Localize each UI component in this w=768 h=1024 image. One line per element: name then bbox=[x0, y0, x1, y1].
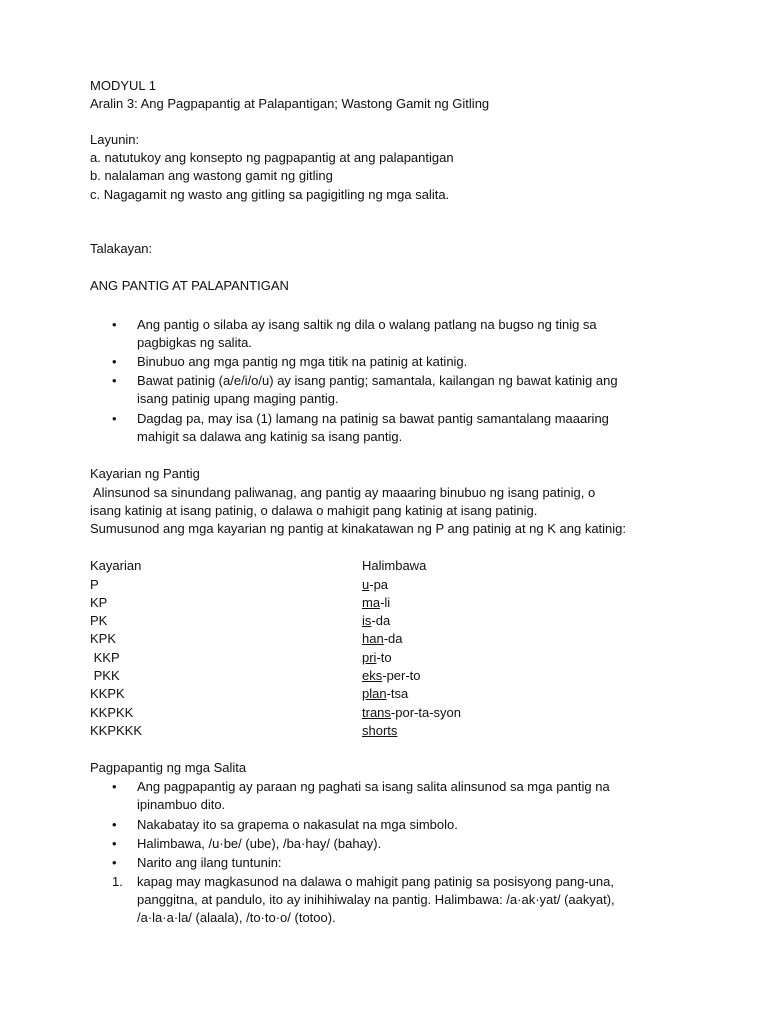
halimbawa-rest: -li bbox=[380, 595, 391, 610]
kayarian-cell: PK bbox=[90, 613, 108, 628]
bullet-text: pagbigkas ng salita. bbox=[137, 335, 252, 350]
kayarian-cell: PKK bbox=[90, 668, 120, 683]
module-heading: MODYUL 1 bbox=[90, 78, 156, 93]
halimbawa-underlined: han bbox=[362, 631, 384, 646]
kayarian-cell: KPK bbox=[90, 631, 117, 646]
bullet-text: Binubuo ang mga pantig ng mga titik na patinig at katinig. bbox=[137, 354, 468, 369]
kayarian-cell: KKPKK bbox=[90, 705, 134, 720]
halimbawa-cell bbox=[362, 594, 390, 612]
bullet-icon: • bbox=[112, 317, 117, 332]
halimbawa-underlined: is bbox=[362, 613, 372, 628]
halimbawa-underlined: eks bbox=[362, 668, 383, 683]
structure-title: Kayarian ng Pantig bbox=[90, 466, 200, 481]
bullet-icon: • bbox=[112, 855, 117, 870]
bullet-icon: • bbox=[112, 373, 117, 388]
rule-text: kapag may magkasunod na dalawa o mahigit pang patinig sa posisyong pang-una, bbox=[137, 874, 614, 889]
bullet-icon: • bbox=[112, 411, 117, 426]
kayarian-cell: KKPKKK bbox=[90, 723, 143, 738]
halimbawa-cell bbox=[362, 630, 403, 648]
bullet-icon: • bbox=[112, 836, 117, 851]
bullet-text: Halimbawa, /u·be/ (ube), /ba·hay/ (bahay). bbox=[137, 836, 382, 851]
halimbawa-cell bbox=[362, 722, 397, 740]
bullet-text: isang patinig upang maging pantig. bbox=[137, 391, 339, 406]
objectives-title: Layunin: bbox=[90, 132, 140, 147]
halimbawa-rest: -da bbox=[371, 613, 391, 628]
halimbawa-rest: -por-ta-syon bbox=[390, 705, 461, 720]
structure-paragraph-line: Sumusunod ang mga kayarian ng pantig at kinakatawan ng P ang patinig at ng K ang katinig: bbox=[90, 521, 627, 536]
halimbawa-underlined: u bbox=[362, 577, 370, 592]
structure-paragraph-line: Alinsunod sa sinundang paliwanag, ang pantig ay maaaring binubuo ng isang patinig, o bbox=[90, 485, 596, 500]
lesson-title: Aralin 3: Ang Pagpapantig at Palapantigan; Wastong Gamit ng Gitling bbox=[90, 96, 490, 111]
objective-item: b. nalalaman ang wastong gamit ng gitling bbox=[90, 168, 333, 183]
halimbawa-rest: -da bbox=[383, 631, 403, 646]
halimbawa-underlined: ma bbox=[362, 595, 381, 610]
halimbawa-rest: -per-to bbox=[382, 668, 421, 683]
bullet-text: Ang pagpapantig ay paraan ng paghati sa isang salita alinsunod sa mga pantig na bbox=[137, 779, 610, 794]
objective-item: c. Nagagamit ng wasto ang gitling sa pagigitling ng mga salita. bbox=[90, 187, 450, 202]
kayarian-cell: KKPK bbox=[90, 686, 125, 701]
halimbawa-rest: -tsa bbox=[386, 686, 409, 701]
halimbawa-underlined: pri bbox=[362, 650, 377, 665]
rule-text: /a·la·a·la/ (alaala), /to·to·o/ (totoo). bbox=[137, 910, 336, 925]
bullet-text: Ang pantig o silaba ay isang saltik ng dila o walang patlang na bugso ng tinig sa bbox=[137, 317, 597, 332]
halimbawa-cell bbox=[362, 649, 392, 667]
halimbawa-cell bbox=[362, 667, 421, 685]
section-title-pagpapantig: Pagpapantig ng mga Salita bbox=[90, 760, 247, 775]
halimbawa-cell bbox=[362, 685, 408, 703]
halimbawa-underlined: shorts bbox=[362, 723, 398, 738]
rule-text: panggitna, at pandulo, ito ay inihihiwalay na pantig. Halimbawa: /a·ak·yat/ (aakyat), bbox=[137, 892, 615, 907]
discussion-title: Talakayan: bbox=[90, 241, 153, 256]
bullet-text: Narito ang ilang tuntunin: bbox=[137, 855, 282, 870]
kayarian-cell: KKP bbox=[90, 650, 120, 665]
kayarian-cell: KP bbox=[90, 595, 108, 610]
section-title-pantig: ANG PANTIG AT PALAPANTIGAN bbox=[90, 278, 289, 293]
bullet-icon: • bbox=[112, 817, 117, 832]
column-header-kayarian: Kayarian bbox=[90, 558, 142, 573]
kayarian-cell: P bbox=[90, 577, 99, 592]
halimbawa-cell bbox=[362, 612, 390, 630]
halimbawa-underlined: plan bbox=[362, 686, 387, 701]
structure-paragraph-line: isang katinig at isang patinig, o dalawa o mahigit pang katinig at isang patinig. bbox=[90, 503, 538, 518]
bullet-text: Bawat patinig (a/e/i/o/u) ay isang pantig; samantala, kailangan ng bawat katinig ang bbox=[137, 373, 618, 388]
halimbawa-underlined: trans bbox=[362, 705, 391, 720]
bullet-text: Nakabatay ito sa grapema o nakasulat na mga simbolo. bbox=[137, 817, 458, 832]
bullet-text: mahigit sa dalawa ang katinig sa isang pantig. bbox=[137, 429, 403, 444]
rule-number: 1. bbox=[112, 874, 123, 889]
column-header-halimbawa: Halimbawa bbox=[362, 558, 427, 573]
halimbawa-rest: -to bbox=[376, 650, 392, 665]
halimbawa-cell bbox=[362, 576, 388, 594]
bullet-icon: • bbox=[112, 779, 117, 794]
bullet-text: ipinambuo dito. bbox=[137, 797, 226, 812]
halimbawa-rest: -pa bbox=[369, 577, 389, 592]
bullet-icon: • bbox=[112, 354, 117, 369]
halimbawa-cell bbox=[362, 704, 461, 722]
bullet-text: Dagdag pa, may isa (1) lamang na patinig sa bawat pantig samantalang maaaring bbox=[137, 411, 609, 426]
objective-item: a. natutukoy ang konsepto ng pagpapantig at ang palapantigan bbox=[90, 150, 454, 165]
